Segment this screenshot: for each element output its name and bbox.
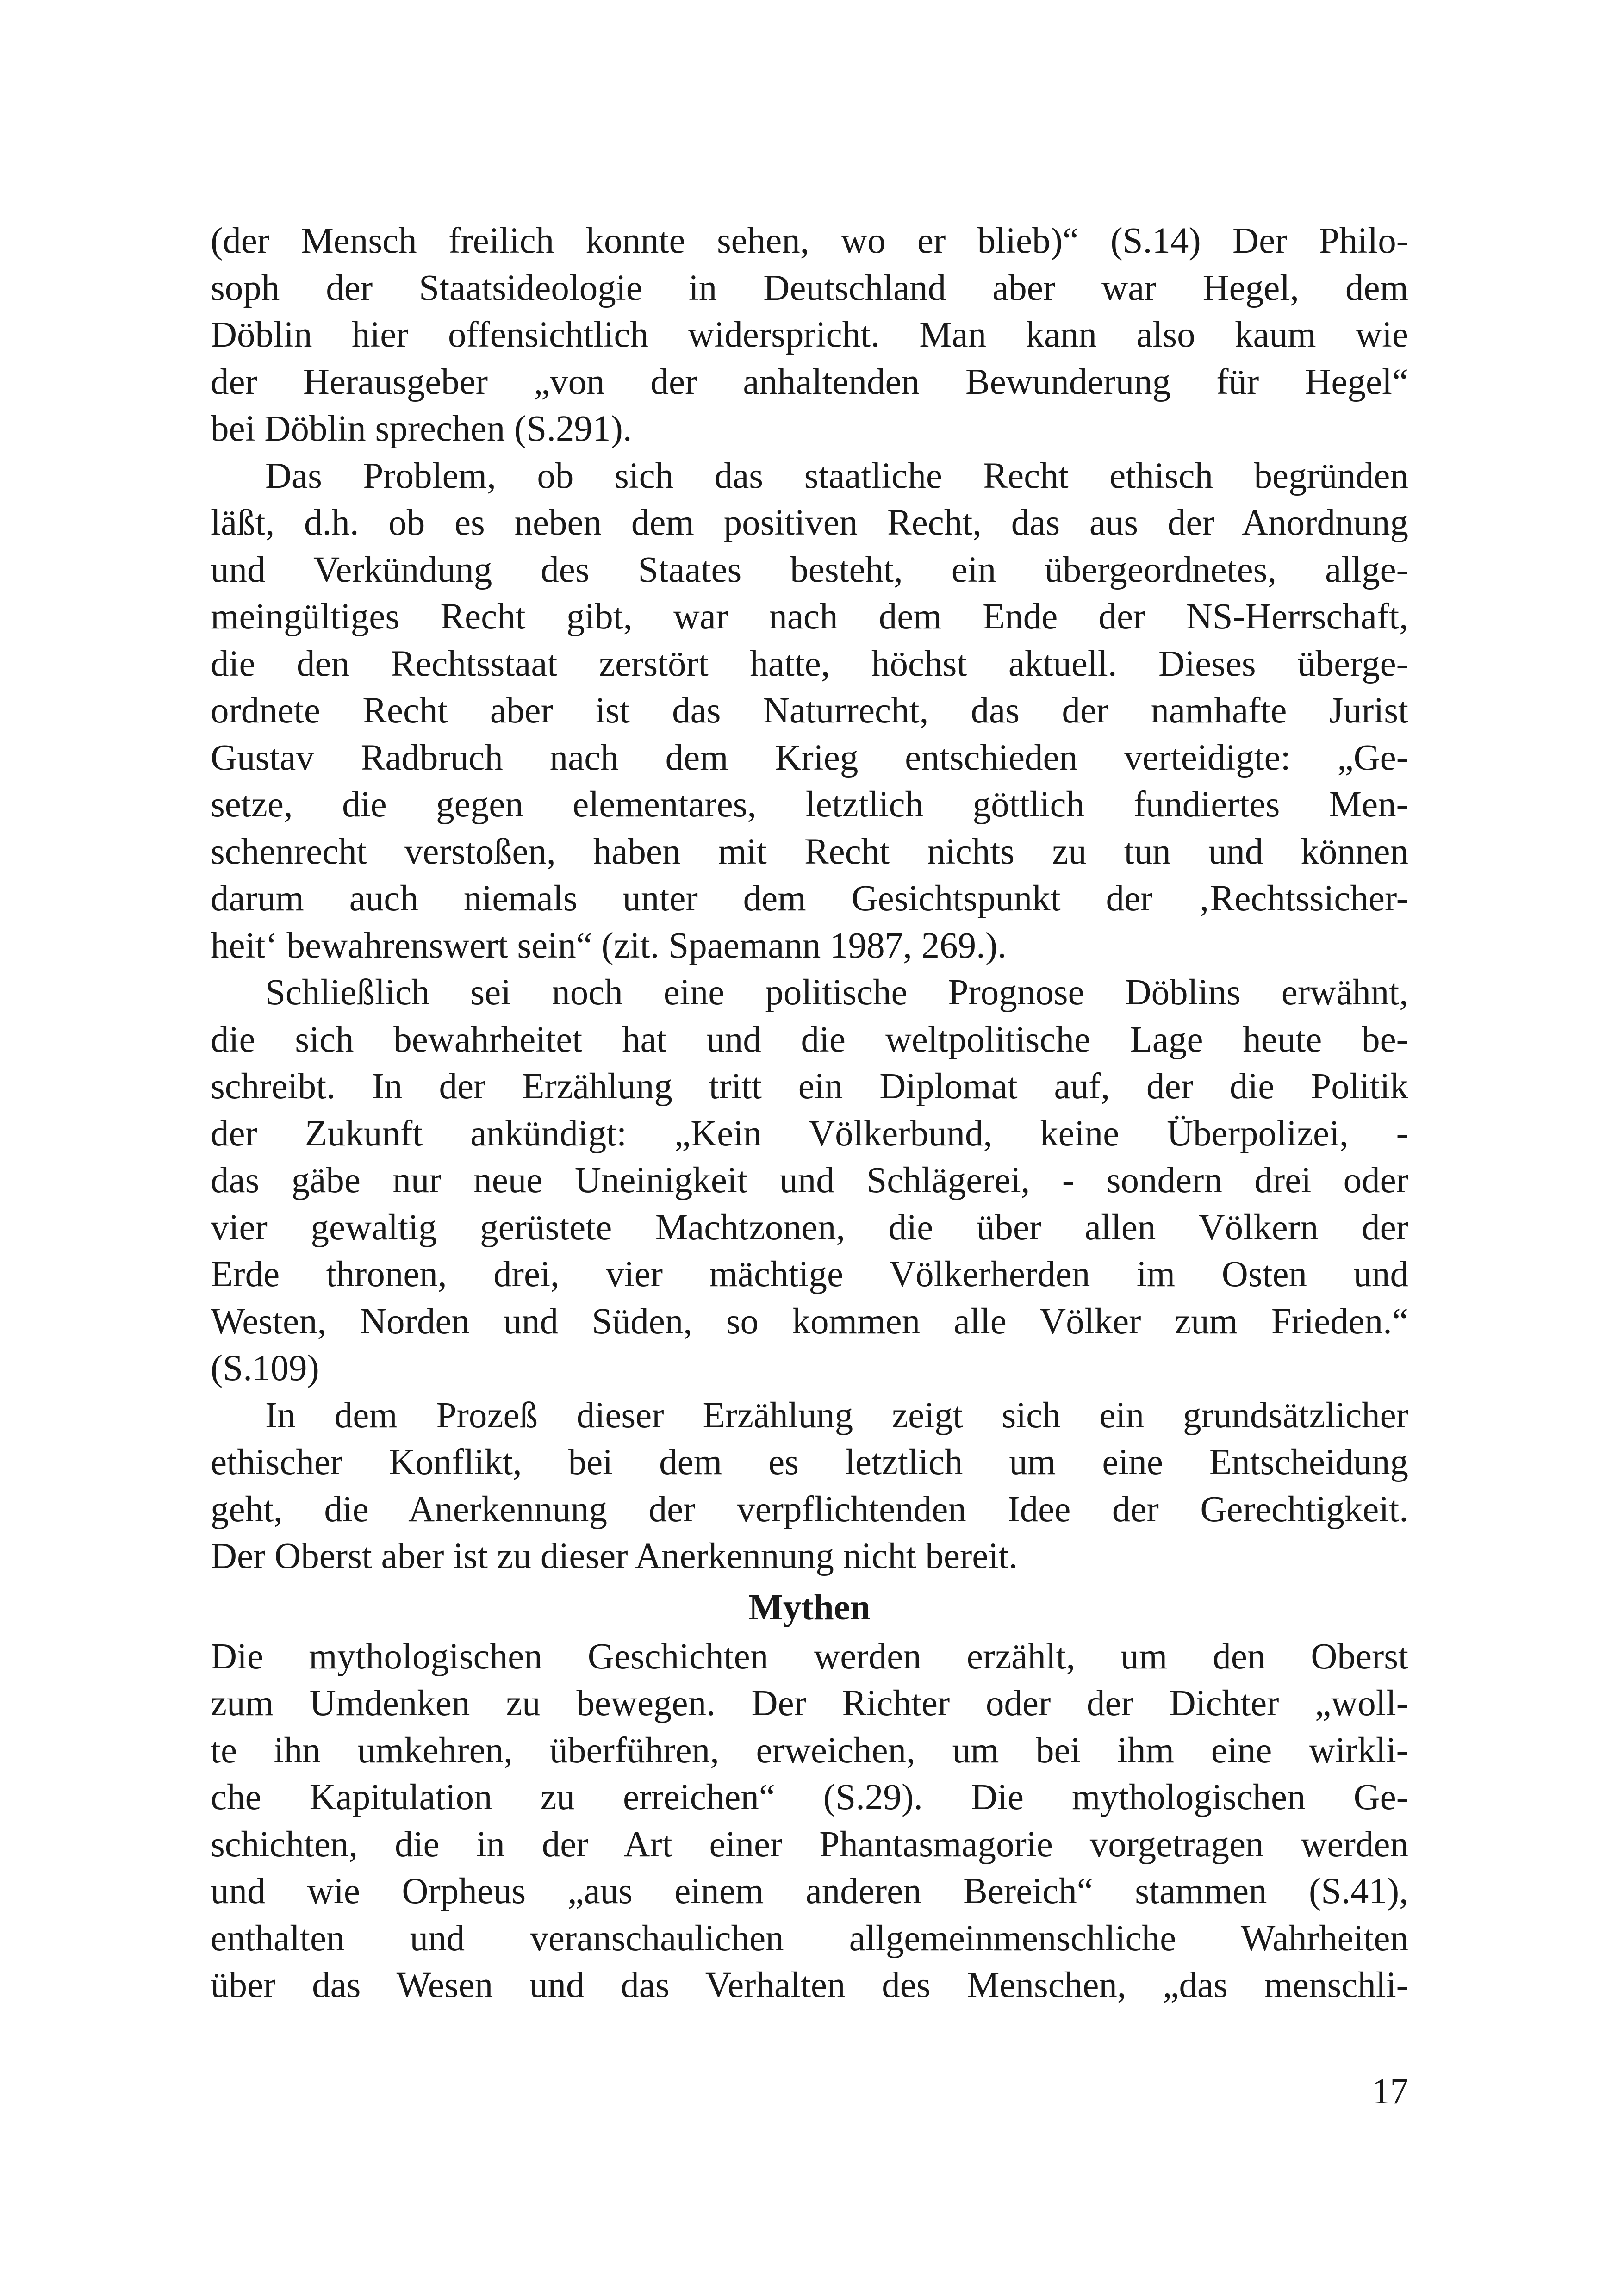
text-line: heit‘ bewahrenswert sein“ (zit. Spaemann 1987, 269.). bbox=[211, 925, 1007, 966]
text-line: der Zukunft ankündigt: „Kein Völkerbund, keine Überpolizei, - bbox=[211, 1113, 1408, 1154]
text-line: Das Problem, ob sich das staatliche Recht ethisch begründen bbox=[265, 455, 1408, 496]
section-heading: Mythen bbox=[748, 1587, 871, 1628]
text-line: che Kapitulation zu erreichen“ (S.29). Die mythologischen Ge- bbox=[211, 1777, 1408, 1817]
text-line: läßt, d.h. ob es neben dem positiven Recht, das aus der Anordnung bbox=[211, 503, 1408, 543]
text-line: schreibt. In der Erzählung tritt ein Diplomat auf, der die Politik bbox=[211, 1066, 1408, 1107]
text-line: zum Umdenken zu bewegen. Der Richter oder der Dichter „woll- bbox=[211, 1683, 1408, 1724]
text-line: Gustav Radbruch nach dem Krieg entschieden verteidigte: „Ge- bbox=[211, 737, 1408, 778]
text-line: Schließlich sei noch eine politische Prognose Döblins erwähnt, bbox=[265, 972, 1408, 1013]
text-line: Der Oberst aber ist zu dieser Anerkennung nicht bereit. bbox=[211, 1536, 1018, 1576]
text-line: und Verkündung des Staates besteht, ein übergeordnetes, allge- bbox=[211, 549, 1408, 590]
text-line: vier gewaltig gerüstete Machtzonen, die über allen Völkern der bbox=[211, 1207, 1408, 1248]
text-line: meingültiges Recht gibt, war nach dem Ende der NS-Herrschaft, bbox=[211, 597, 1408, 637]
text-line: darum auch niemals unter dem Gesichtspunkt der ‚Rechtssicher- bbox=[211, 878, 1408, 919]
text-line: enthalten und veranschaulichen allgemeinmenschliche Wahrheiten bbox=[211, 1918, 1408, 1959]
text-line: soph der Staatsideologie in Deutschland aber war Hegel, dem bbox=[211, 268, 1408, 308]
text-line: Erde thronen, drei, vier mächtige Völkerherden im Osten und bbox=[211, 1254, 1408, 1294]
text-line: bei Döblin sprechen (S.291). bbox=[211, 409, 632, 449]
text-line: schichten, die in der Art einer Phantasmagorie vorgetragen werden bbox=[211, 1824, 1408, 1865]
text-line: das gäbe nur neue Uneinigkeit und Schlägerei, - sondern drei oder bbox=[211, 1160, 1408, 1201]
text-line: der Herausgeber „von der anhaltenden Bewunderung für Hegel“ bbox=[211, 361, 1408, 402]
text-line: geht, die Anerkennung der verpflichtenden Idee der Gerechtigkeit. bbox=[211, 1489, 1408, 1530]
text-line: und wie Orpheus „aus einem anderen Bereich“ stammen (S.41), bbox=[211, 1871, 1408, 1911]
text-line: Die mythologischen Geschichten werden erzählt, um den Oberst bbox=[211, 1636, 1408, 1677]
text-line: die sich bewahrheitet hat und die weltpolitische Lage heute be- bbox=[211, 1019, 1408, 1060]
text-line: setze, die gegen elementares, letztlich göttlich fundiertes Men- bbox=[211, 784, 1408, 825]
text-line: die den Rechtsstaat zerstört hatte, höchst aktuell. Dieses überge- bbox=[211, 643, 1408, 684]
text-line: (S.109) bbox=[211, 1348, 319, 1388]
page-number: 17 bbox=[1372, 2072, 1408, 2112]
text-line: Westen, Norden und Süden, so kommen alle Völker zum Frieden.“ bbox=[211, 1301, 1408, 1342]
text-line: te ihn umkehren, überführen, erweichen, um bei ihm eine wirkli- bbox=[211, 1730, 1408, 1771]
text-line: In dem Prozeß dieser Erzählung zeigt sich ein grundsätzlicher bbox=[265, 1395, 1408, 1436]
text-line: Döblin hier offensichtlich widerspricht. Man kann also kaum wie bbox=[211, 315, 1408, 355]
text-line: (der Mensch freilich konnte sehen, wo er blieb)“ (S.14) Der Philo- bbox=[211, 221, 1408, 261]
text-line: ethischer Konflikt, bei dem es letztlich um eine Entscheidung bbox=[211, 1442, 1408, 1482]
text-line: ordnete Recht aber ist das Naturrecht, das der namhafte Jurist bbox=[211, 691, 1408, 731]
body-text bbox=[211, 218, 1408, 2009]
text-line: über das Wesen und das Verhalten des Menschen, „das menschli- bbox=[211, 1965, 1408, 2005]
text-line: schenrecht verstoßen, haben mit Recht nichts zu tun und können bbox=[211, 831, 1408, 872]
